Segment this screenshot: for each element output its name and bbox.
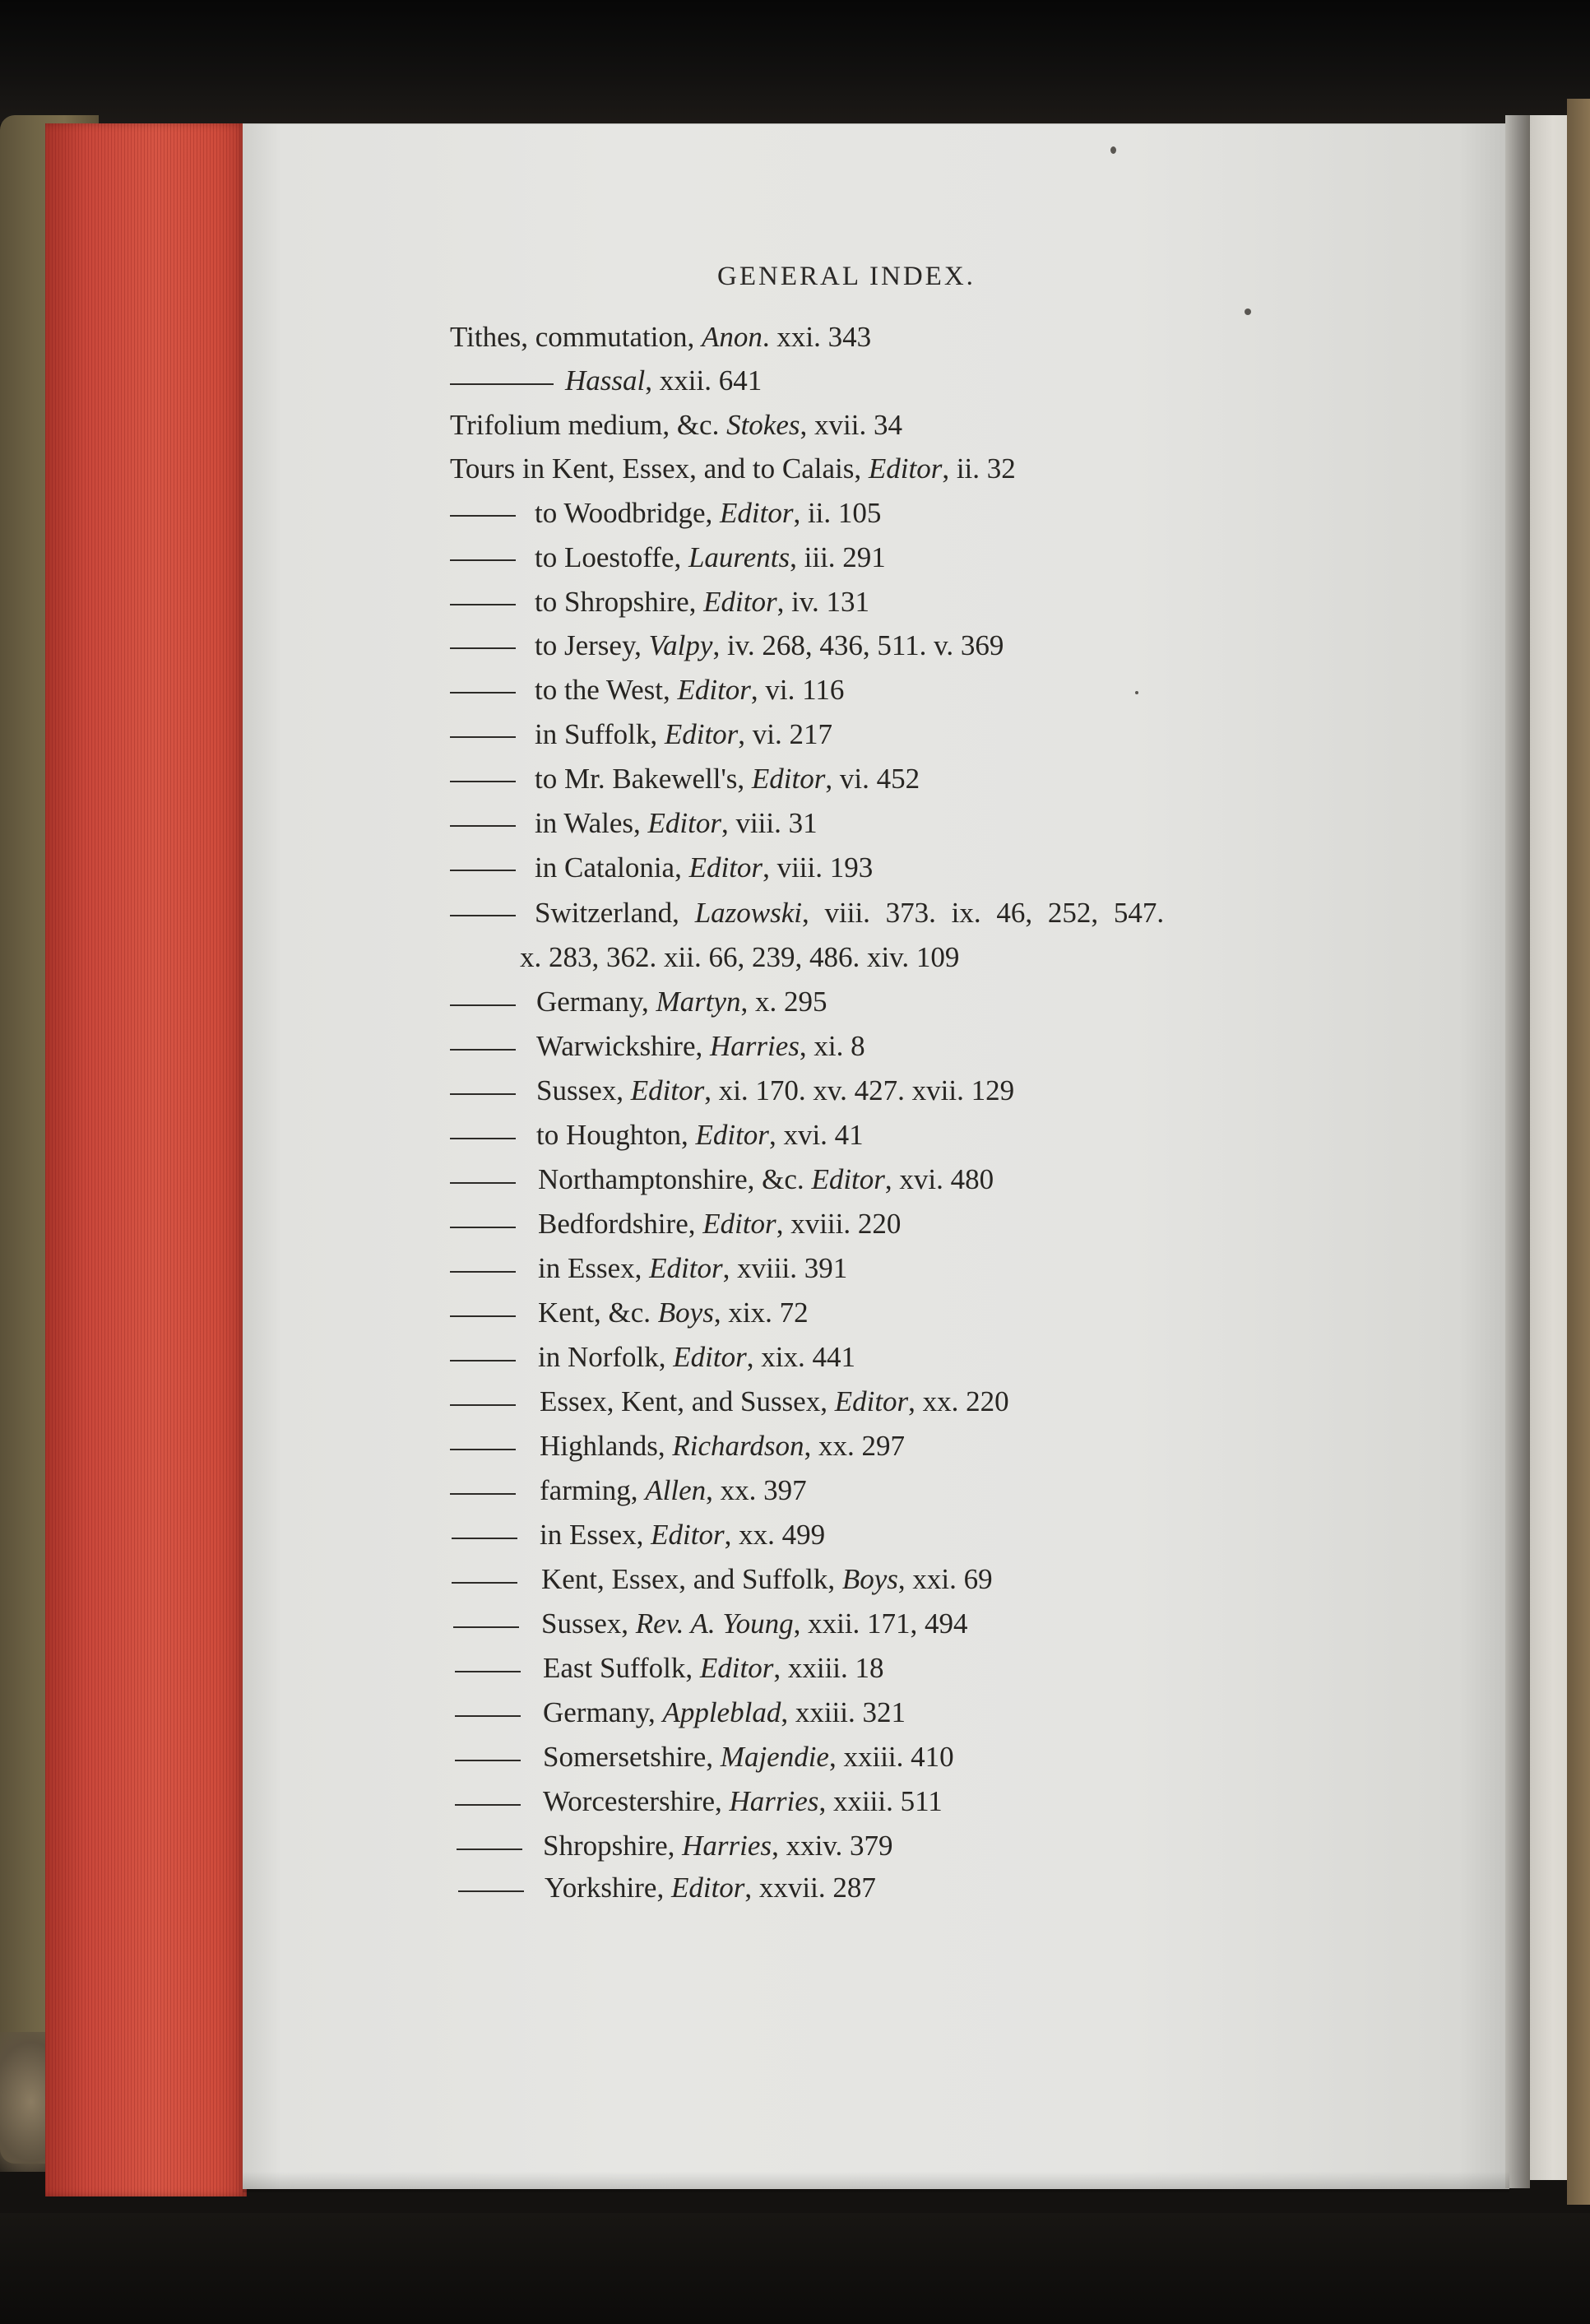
index-entry: to Shropshire, Editor, iv. 131 bbox=[535, 586, 870, 618]
index-entry: in Catalonia, Editor, viii. 193 bbox=[535, 851, 874, 884]
paper-speck bbox=[1135, 691, 1138, 694]
index-entry: to Jersey, Valpy, iv. 268, 436, 511. v. 369 bbox=[535, 629, 1004, 661]
index-entry: in Norfolk, Editor, xix. 441 bbox=[538, 1341, 855, 1373]
index-entry: in Suffolk, Editor, vi. 217 bbox=[535, 718, 833, 750]
ditto-dash bbox=[450, 604, 516, 605]
ditto-dash bbox=[450, 515, 516, 517]
index-entry: in Essex, Editor, xviii. 391 bbox=[538, 1252, 848, 1284]
ditto-dash bbox=[458, 1890, 524, 1892]
paper-speck bbox=[1110, 146, 1116, 154]
background-bottom bbox=[0, 2213, 1590, 2324]
index-entry: to Houghton, Editor, xvi. 41 bbox=[536, 1119, 864, 1151]
index-entry: Sussex, Rev. A. Young, xxii. 171, 494 bbox=[541, 1607, 968, 1640]
ditto-dash bbox=[450, 1360, 516, 1361]
ditto-dash bbox=[453, 1626, 519, 1628]
index-entry: Somersetshire, Majendie, xxiii. 410 bbox=[543, 1741, 954, 1773]
index-entry: Tours in Kent, Essex, and to Calais, Editor, ii. 32 bbox=[450, 452, 1016, 485]
ditto-dash bbox=[450, 647, 516, 649]
index-entry: Hassal, xxii. 641 bbox=[565, 364, 763, 397]
ditto-dash bbox=[450, 1271, 516, 1273]
index-entry: in Essex, Editor, xx. 499 bbox=[540, 1519, 826, 1551]
page-header: GENERAL INDEX. bbox=[717, 262, 976, 291]
index-entry: Germany, Martyn, x. 295 bbox=[536, 986, 827, 1018]
background-top bbox=[0, 0, 1590, 123]
ditto-dash bbox=[450, 1227, 516, 1228]
ditto-dash bbox=[450, 383, 554, 385]
index-entry: to Woodbridge, Editor, ii. 105 bbox=[535, 497, 882, 529]
index-entry: Highlands, Richardson, xx. 297 bbox=[540, 1430, 905, 1462]
index-entry: Northamptonshire, &c. Editor, xvi. 480 bbox=[538, 1163, 994, 1195]
ditto-dash bbox=[450, 1138, 516, 1139]
index-entry: Kent, &c. Boys, xix. 72 bbox=[538, 1297, 809, 1329]
index-entry: Trifolium medium, &c. Stokes, xvii. 34 bbox=[450, 409, 902, 441]
ditto-dash bbox=[455, 1804, 521, 1806]
index-entry: to Mr. Bakewell's, Editor, vi. 452 bbox=[535, 763, 920, 795]
ditto-dash bbox=[450, 692, 516, 693]
red-page-edges bbox=[45, 123, 247, 2196]
index-entry: Kent, Essex, and Suffolk, Boys, xxi. 69 bbox=[541, 1563, 993, 1595]
ditto-dash bbox=[455, 1671, 521, 1672]
index-entry: to the West, Editor, vi. 116 bbox=[535, 674, 845, 706]
index-entry: Shropshire, Harries, xxiv. 379 bbox=[543, 1830, 893, 1862]
index-entry: Germany, Appleblad, xxiii. 321 bbox=[543, 1696, 906, 1728]
ditto-dash bbox=[450, 915, 516, 916]
ditto-dash bbox=[452, 1538, 517, 1539]
index-entry: to Loestoffe, Laurents, iii. 291 bbox=[535, 541, 886, 573]
index-entry: Warwickshire, Harries, xi. 8 bbox=[536, 1030, 865, 1062]
ditto-dash bbox=[450, 1182, 516, 1184]
index-entry: in Wales, Editor, viii. 31 bbox=[535, 807, 818, 839]
index-entry: Worcestershire, Harries, xxiii. 511 bbox=[543, 1785, 943, 1817]
ditto-dash bbox=[455, 1760, 521, 1761]
ditto-dash bbox=[452, 1582, 517, 1584]
page-shadow bbox=[243, 2172, 1509, 2192]
index-entry: Sussex, Editor, xi. 170. xv. 427. xvii. 129 bbox=[536, 1074, 1015, 1106]
ditto-dash bbox=[450, 870, 516, 871]
ditto-dash bbox=[450, 1449, 516, 1450]
paper-speck bbox=[1245, 308, 1251, 315]
ditto-dash bbox=[450, 1315, 516, 1317]
ditto-dash bbox=[450, 1404, 516, 1406]
index-entry: Bedfordshire, Editor, xviii. 220 bbox=[538, 1208, 902, 1240]
ditto-dash bbox=[450, 559, 516, 561]
index-entry-continuation: x. 283, 362. xii. 66, 239, 486. xiv. 109 bbox=[520, 941, 960, 973]
ditto-dash bbox=[457, 1849, 522, 1850]
book-gutter bbox=[1505, 115, 1530, 2188]
index-entry: farming, Allen, xx. 397 bbox=[540, 1474, 807, 1506]
index-entry: Essex, Kent, and Sussex, Editor, xx. 220 bbox=[540, 1385, 1009, 1417]
index-entry: Tithes, commutation, Anon. xxi. 343 bbox=[450, 321, 872, 353]
index-entry: Switzerland, Lazowski, viii. 373. ix. 46, 252, 547. bbox=[535, 897, 1165, 929]
ditto-dash bbox=[450, 1049, 516, 1051]
ditto-dash bbox=[455, 1715, 521, 1717]
ditto-dash bbox=[450, 1493, 516, 1495]
ditto-dash bbox=[450, 781, 516, 782]
ditto-dash bbox=[450, 1004, 516, 1006]
index-entry: Yorkshire, Editor, xxvii. 287 bbox=[545, 1872, 876, 1904]
ditto-dash bbox=[450, 736, 516, 738]
index-entry: East Suffolk, Editor, xxiii. 18 bbox=[543, 1652, 884, 1684]
facing-cover-edge bbox=[1567, 99, 1590, 2205]
ditto-dash bbox=[450, 1093, 516, 1095]
ditto-dash bbox=[450, 825, 516, 827]
